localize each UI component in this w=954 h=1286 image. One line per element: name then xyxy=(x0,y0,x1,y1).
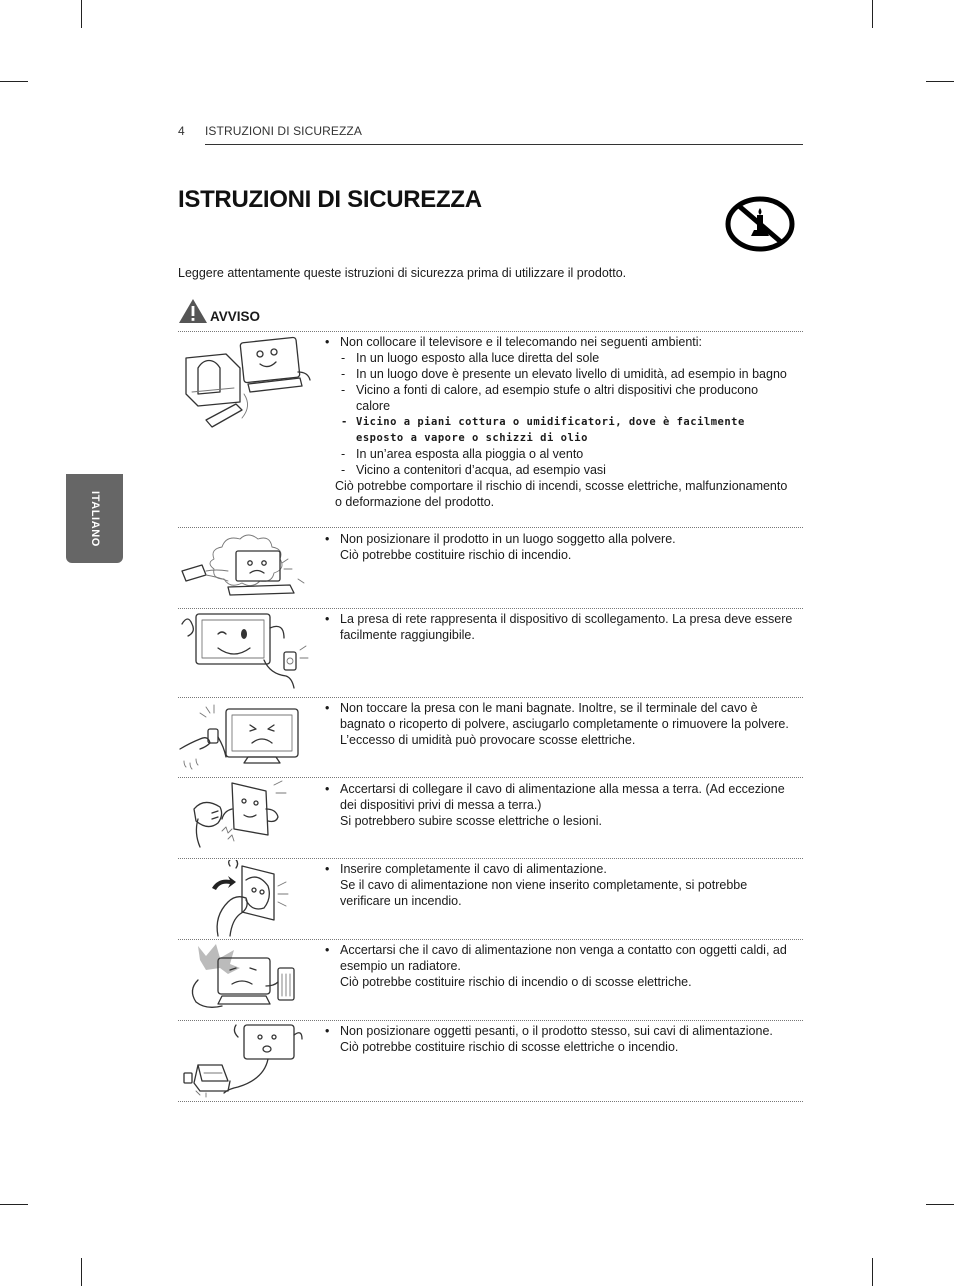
tv-remote-environment-illustration xyxy=(178,332,313,432)
warning-label: AVVISO xyxy=(210,309,261,324)
item-continuation: Si potrebbero subire scosse elettriche o lesioni. xyxy=(340,814,602,828)
item-bullet: • Non toccare la presa con le mani bagnate. Inoltre, se il terminale del cavo è bagnato o ricoperto di polvere, asciugarlo completamente o rimuovere la polvere. xyxy=(325,700,795,732)
safety-item-6 xyxy=(325,861,795,909)
crop-mark xyxy=(0,81,28,82)
language-tab[interactable] xyxy=(66,474,123,563)
item-continuation: Ciò potrebbe costituire rischio di scosse elettriche o incendio. xyxy=(340,1040,679,1054)
item-dash: - Vicino a fonti di calore, ad esempio stufe o altri dispositivi che producono calore xyxy=(325,382,795,414)
safety-item-4 xyxy=(325,700,795,748)
dust-illustration xyxy=(178,529,313,605)
crop-mark xyxy=(81,1258,82,1286)
header-rule xyxy=(205,144,803,145)
safety-item-2 xyxy=(325,531,795,563)
row-divider xyxy=(178,527,803,528)
safety-item-1 xyxy=(325,334,795,510)
item-footer: Ciò potrebbe comportare il rischio di incendi, scosse elettriche, malfunzionamento o deformazione del prodotto. xyxy=(335,479,788,509)
crop-mark xyxy=(0,1204,28,1205)
safety-item-3 xyxy=(325,611,795,643)
page-number: 4 xyxy=(178,124,185,138)
item-dash: - In un luogo esposto alla luce diretta del sole xyxy=(325,350,795,366)
item-continuation: Ciò potrebbe costituire rischio di incendio o di scosse elettriche. xyxy=(340,975,692,989)
wet-hands-illustration xyxy=(178,699,313,775)
grounded-plug-illustration xyxy=(178,779,313,857)
item-bullet: • La presa di rete rappresenta il dispositivo di scollegamento. La presa deve essere facilmente raggiungibile. xyxy=(325,611,795,643)
crop-mark xyxy=(872,1258,873,1286)
item-dash: - Vicino a piani cottura o umidificatori, dove è facilmente esposto a vapore o schizzi di olio xyxy=(325,414,795,446)
safety-item-5 xyxy=(325,781,795,829)
insert-plug-fully-illustration xyxy=(178,860,313,938)
safety-item-8 xyxy=(325,1023,795,1055)
item-bullet: • Non posizionare il prodotto in un luogo soggetto alla polvere. xyxy=(325,531,795,547)
crop-mark xyxy=(872,0,873,28)
hot-object-illustration xyxy=(178,940,313,1018)
item-continuation: Ciò potrebbe costituire rischio di incendio. xyxy=(340,548,572,562)
row-divider xyxy=(178,608,803,609)
row-divider xyxy=(178,858,803,859)
item-dash: - In un’area esposta alla pioggia o al vento xyxy=(325,446,795,462)
item-bullet: • Non collocare il televisore e il telecomando nei seguenti ambienti: xyxy=(325,334,795,350)
item-bullet: • Accertarsi che il cavo di alimentazione non venga a contatto con oggetti caldi, ad esempio un radiatore. xyxy=(325,942,795,974)
item-continuation: L’eccesso di umidità può provocare scosse elettriche. xyxy=(340,733,636,747)
intro-text: Leggere attentamente queste istruzioni di sicurezza prima di utilizzare il prodotto. xyxy=(178,266,627,280)
item-bullet: • Inserire completamente il cavo di alimentazione. xyxy=(325,861,795,877)
warning-triangle-icon xyxy=(178,298,208,324)
row-divider xyxy=(178,697,803,698)
crop-mark xyxy=(81,0,82,28)
plug-accessible-illustration xyxy=(178,610,313,694)
item-dash: - In un luogo dove è presente un elevato livello di umidità, ad esempio in bagno xyxy=(325,366,795,382)
crop-mark xyxy=(926,81,954,82)
safety-item-7 xyxy=(325,942,795,990)
heavy-object-on-cable-illustration xyxy=(178,1021,313,1099)
row-divider xyxy=(178,1101,803,1102)
no-candle-icon xyxy=(725,196,795,252)
item-bullet: • Accertarsi di collegare il cavo di alimentazione alla messa a terra. (Ad eccezione dei dispositivi privi di messa a terra.) xyxy=(325,781,795,813)
language-tab-label: ITALIANO xyxy=(88,490,101,547)
crop-mark xyxy=(926,1204,954,1205)
item-bullet: • Non posizionare oggetti pesanti, o il prodotto stesso, sui cavi di alimentazione. xyxy=(325,1023,795,1039)
row-divider xyxy=(178,777,803,778)
item-continuation: Se il cavo di alimentazione non viene inserito completamente, si potrebbe verificare un incendio. xyxy=(340,878,748,908)
item-dash: - Vicino a contenitori d’acqua, ad esempio vasi xyxy=(325,462,795,478)
header-section-title: ISTRUZIONI DI SICUREZZA xyxy=(205,124,362,138)
page-title: ISTRUZIONI DI SICUREZZA xyxy=(178,186,482,213)
